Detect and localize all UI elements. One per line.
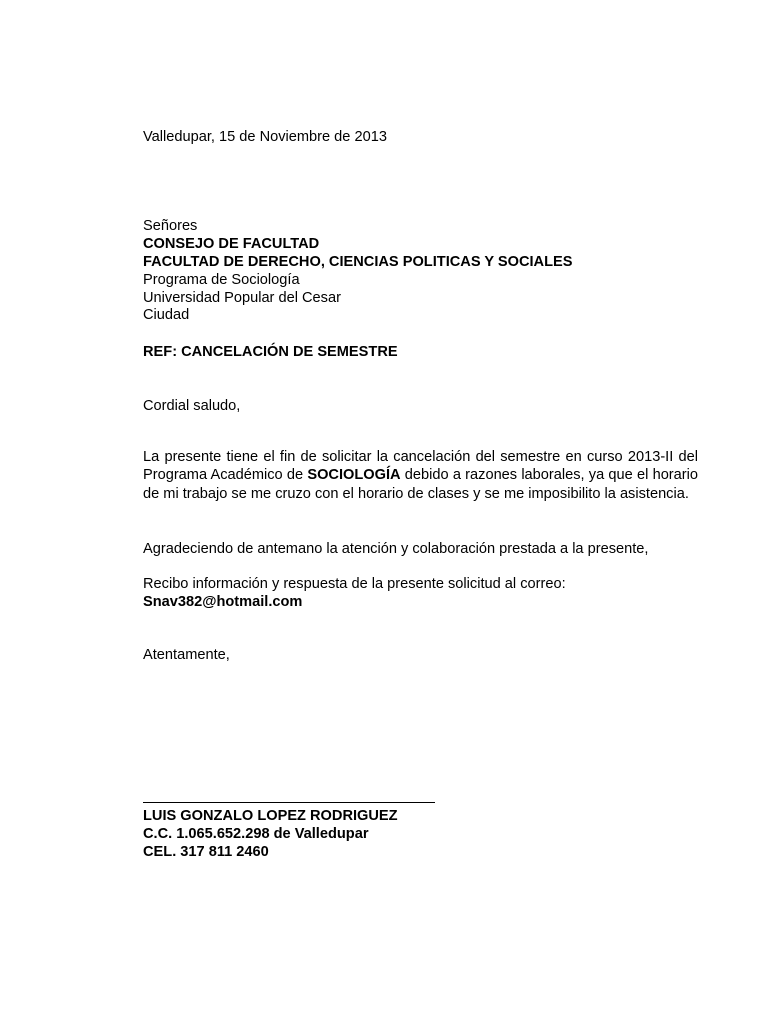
recipient-council: CONSEJO DE FACULTAD (143, 236, 320, 252)
place-date: Valledupar, 15 de Noviembre de 2013 (143, 129, 387, 145)
reference-line: REF: CANCELACIÓN DE SEMESTRE (143, 344, 398, 360)
signer-phone: CEL. 317 811 2460 (143, 844, 269, 860)
body-p1-text-end: debido a razones laborales, ya que el horario de mi trabajo se me cruzo con el horario de clases y se me imposibilito la asistencia. (143, 467, 698, 502)
recipient-program: Programa de Sociología (143, 272, 300, 288)
body-paragraph-2: Agradeciendo de antemano la atención y colaboración prestada a la presente, (143, 541, 649, 557)
signer-id: C.C. 1.065.652.298 de Valledupar (143, 826, 369, 842)
greeting: Cordial saludo, (143, 398, 241, 414)
signer-name: LUIS GONZALO LOPEZ RODRIGUEZ (143, 808, 398, 824)
recipient-university: Universidad Popular del Cesar (143, 290, 341, 306)
signature-line (143, 802, 435, 803)
body-paragraph-1 (143, 448, 698, 503)
recipient-faculty: FACULTAD DE DERECHO, CIENCIAS POLITICAS Y SOCIALES (143, 254, 573, 270)
contact-email: Snav382@hotmail.com (143, 594, 303, 610)
closing: Atentamente, (143, 647, 230, 663)
body-p1-text-start: La presente tiene el fin de solicitar la cancelación del semestre en curso 2013-II del Programa Académico de (143, 449, 698, 484)
recipient-city: Ciudad (143, 307, 190, 323)
recipient-salutation: Señores (143, 218, 198, 234)
program-name-bold: SOCIOLOGÍA (307, 467, 401, 484)
body-paragraph-3: Recibo información y respuesta de la presente solicitud al correo: (143, 576, 566, 592)
